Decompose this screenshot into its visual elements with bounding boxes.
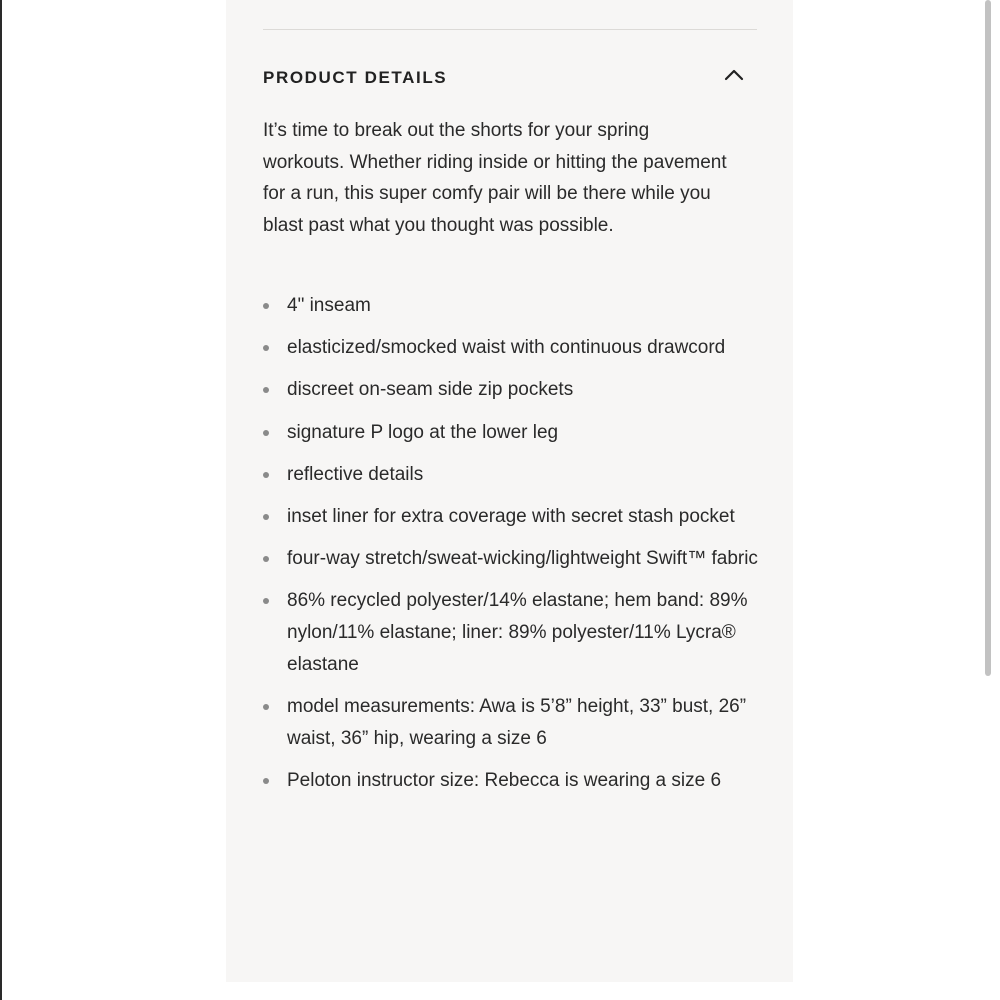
product-details-panel [226, 0, 793, 982]
list-item [263, 332, 763, 364]
product-description: It’s time to break out the shorts for your spring workouts. Whether riding inside or hitting the pavement for a run, this super comfy pair will be there while you blast past what you thought was possible. [263, 120, 727, 237]
bullet-dot [263, 303, 269, 309]
list-item-text: signature P logo at the lower leg [287, 421, 559, 443]
list-item [263, 459, 763, 491]
list-item [263, 543, 763, 575]
section-title: PRODUCT DETAILS [263, 68, 448, 87]
list-item [263, 290, 763, 322]
list-item-text: four-way stretch/sweat-wicking/lightweight Swift™ fabric [287, 548, 758, 570]
list-item [263, 585, 763, 680]
bullet-dot [263, 778, 269, 784]
list-item [263, 691, 763, 754]
bullet-dot [263, 472, 269, 478]
list-item-text: 4" inseam [287, 295, 371, 316]
list-item-text: elasticized/smocked waist with continuous drawcord [287, 337, 726, 359]
bullet-dot [263, 598, 269, 604]
list-item [263, 374, 763, 406]
bullet-dot [263, 514, 269, 520]
list-item-text: reflective details [287, 463, 424, 485]
list-item-text: inset liner for extra coverage with secret stash pocket [287, 506, 735, 528]
product-details-toggle[interactable] [263, 60, 757, 100]
bullet-dot [263, 387, 269, 393]
details-list [263, 290, 763, 807]
bullet-dot [263, 345, 269, 351]
bullet-dot [263, 704, 269, 710]
list-item-text: Peloton instructor size: Rebecca is wearing a size 6 [287, 769, 722, 791]
chevron-up-icon[interactable] [723, 66, 745, 82]
list-item-text: discreet on-seam side zip pockets [287, 379, 574, 401]
list-item [263, 417, 763, 449]
window-left-edge [0, 0, 2, 1000]
section-divider [263, 29, 757, 30]
bullet-dot [263, 556, 269, 562]
list-item-text: 86% recycled polyester/14% elastane; hem band: 89% nylon/11% elastane; liner: 89% polyester/11% Lycra® elastane [287, 590, 748, 675]
list-item [263, 765, 763, 797]
list-item [263, 501, 763, 533]
bullet-dot [263, 430, 269, 436]
scrollbar-thumb[interactable] [985, 0, 991, 676]
list-item-text: model measurements: Awa is 5’8” height, 33” bust, 26” waist, 36” hip, wearing a size 6 [287, 696, 747, 749]
